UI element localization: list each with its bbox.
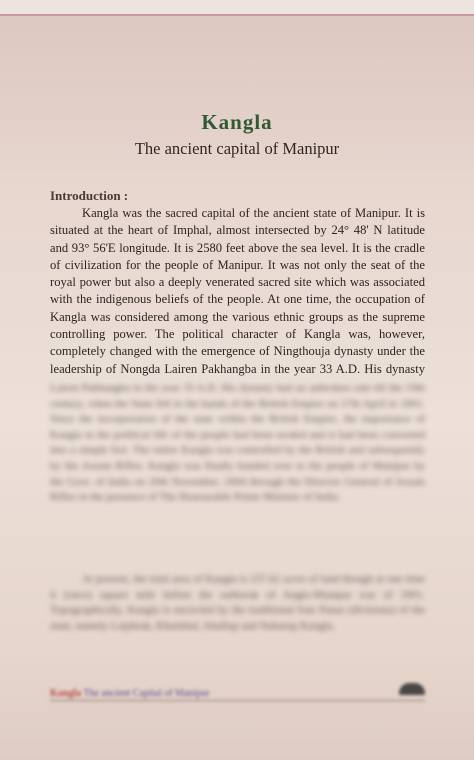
page-subtitle: The ancient capital of Manipur xyxy=(134,139,340,158)
page-footer xyxy=(50,683,425,705)
second-paragraph: At present, the total area of Kangla is 237.62 acres of land though at one time it (once) square mile before the outbreak of Anglo-Manipur war of 1891. Topographically, Kangla is encircled by the traditional four Panas (divisions) of the state, namely Laiphrak, Khurkhul, Ahallup and Naharup Kangla. xyxy=(50,573,425,632)
top-band xyxy=(0,0,474,16)
section-heading: Introduction : xyxy=(50,188,129,203)
page-title: Kangla xyxy=(201,110,273,134)
footer-text: The ancient Capital of Manipur xyxy=(83,688,210,699)
helmet-icon xyxy=(399,683,425,695)
footer-label xyxy=(50,688,210,699)
intro-paragraph: Kangla was the sacred capital of the ancient state of Manipur. It is situated at the heart of Imphal, almost intersected by 24° 48' N latitude and 93° 56'E longitude. It is 2580 feet above the sea level. It is the cradle of civilization for the people of Manipur. It was not only the seat of the royal power but also a deeply venerated sacred site which was associated with the indigenous beliefs of the people. At one time, the occupation of Kangla was considered among the various ethnic groups as the supreme controlling power. The political character of Kangla was, however, completely changed with the emergence of Ningthouja dynasty under the leadership of Nongda Lairen Pakhangba in the year 33 A.D. His dynasty xyxy=(50,206,425,376)
intro-paragraph-continued: Lairen Pakhangba in the year 33 A.D. His dynasty had an unbroken rule till the 19th century, when the State fell in the hands of the British Empire on 27th April in 1891. Since the incorporation of the state within the British Empire, the importance of Kangla in the political life of the people had been eroded and it had been converted into a simple fort. The entire Kangla was controlled by the British and subsequently by the Assam Rifles. Kangla was finally handed over to the people of Manipur by the Govt. of India on 20th November, 2004 through the Director General of Assam Rifles in the presence of The Honourable Prime Minister of India. xyxy=(50,382,425,504)
footer-brand: Kangla xyxy=(50,688,82,699)
footer-divider xyxy=(50,700,425,701)
